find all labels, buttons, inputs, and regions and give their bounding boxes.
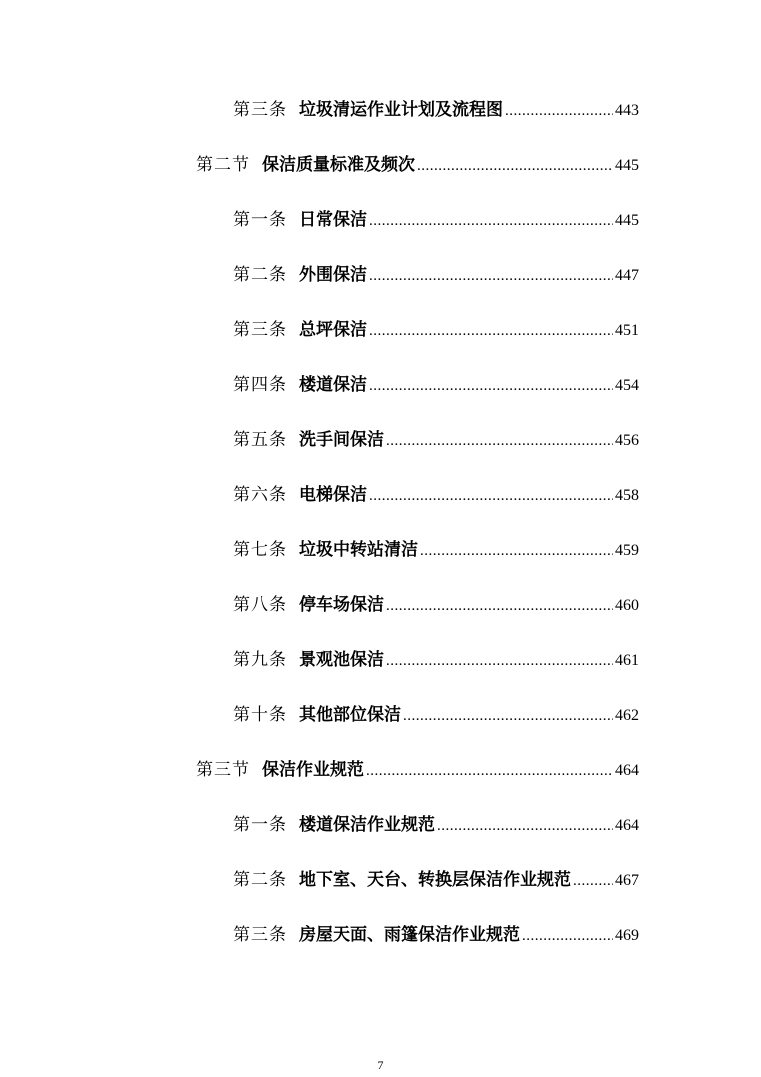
dot-leader xyxy=(437,814,613,838)
toc-entry-number: 第十条 xyxy=(233,705,287,725)
toc-entry-title: 楼道保洁作业规范 xyxy=(299,815,435,835)
toc-entry-title: 房屋天面、雨篷保洁作业规范 xyxy=(299,925,520,945)
toc-entry[interactable] xyxy=(233,868,639,892)
dot-leader xyxy=(386,429,613,453)
toc-entry-page: 461 xyxy=(615,652,639,669)
toc-entry-title: 垃圾清运作业计划及流程图 xyxy=(299,100,503,120)
toc-entry-page: 447 xyxy=(615,267,639,284)
page-number: 7 xyxy=(377,1058,384,1072)
dot-leader xyxy=(386,649,613,673)
toc-entry[interactable] xyxy=(233,923,639,947)
toc-entry-number: 第六条 xyxy=(233,485,287,505)
toc-entry-title: 洗手间保洁 xyxy=(299,430,384,450)
toc-entry-number: 第九条 xyxy=(233,650,287,670)
toc-entry-title: 外围保洁 xyxy=(299,265,367,285)
toc-entry-number: 第三条 xyxy=(233,925,287,945)
toc-entry-number: 第三条 xyxy=(233,100,287,120)
dot-leader xyxy=(403,704,613,728)
toc-entry[interactable] xyxy=(233,318,639,342)
toc-entry-title: 楼道保洁 xyxy=(299,375,367,395)
toc-entry-page: 460 xyxy=(615,597,639,614)
toc-entry-page: 458 xyxy=(615,487,639,504)
dot-leader xyxy=(369,374,613,398)
dot-leader xyxy=(366,759,613,783)
toc-entry-page: 445 xyxy=(615,157,639,174)
toc-entry[interactable] xyxy=(233,648,639,672)
toc-entry[interactable] xyxy=(196,758,639,782)
dot-leader xyxy=(505,99,613,123)
toc-entry-page: 469 xyxy=(615,927,639,944)
toc-entry[interactable] xyxy=(233,373,639,397)
toc-entry-title: 总坪保洁 xyxy=(299,320,367,340)
toc-entry[interactable] xyxy=(233,98,639,122)
toc-entry-title: 保洁作业规范 xyxy=(262,760,364,780)
toc-entry[interactable] xyxy=(233,703,639,727)
toc-entry[interactable] xyxy=(233,593,639,617)
toc-entry-number: 第二条 xyxy=(233,265,287,285)
dot-leader xyxy=(386,594,613,618)
toc-entry-number: 第一条 xyxy=(233,815,287,835)
toc-entry-page: 454 xyxy=(615,377,639,394)
dot-leader xyxy=(522,924,613,948)
toc-entry-number: 第四条 xyxy=(233,375,287,395)
toc-entry-title: 日常保洁 xyxy=(299,210,367,230)
toc-entry-title: 保洁质量标准及频次 xyxy=(262,155,415,175)
toc-entry-number: 第八条 xyxy=(233,595,287,615)
toc-entry-title: 景观池保洁 xyxy=(299,650,384,670)
toc-entry[interactable] xyxy=(233,208,639,232)
dot-leader xyxy=(369,484,613,508)
toc-entry-number: 第二条 xyxy=(233,870,287,890)
toc-entry-number: 第一条 xyxy=(233,210,287,230)
dot-leader xyxy=(369,264,613,288)
toc-entry-page: 451 xyxy=(615,322,639,339)
toc-entry[interactable] xyxy=(233,538,639,562)
dot-leader xyxy=(573,869,613,893)
toc-entry[interactable] xyxy=(233,483,639,507)
toc-entry-page: 443 xyxy=(615,102,639,119)
toc-entry[interactable] xyxy=(233,263,639,287)
toc-entry[interactable] xyxy=(233,428,639,452)
toc-entry-title: 地下室、天台、转换层保洁作业规范 xyxy=(299,870,571,890)
toc-entry-page: 459 xyxy=(615,542,639,559)
toc-entry-number: 第三条 xyxy=(233,320,287,340)
toc-entry-number: 第二节 xyxy=(196,155,250,175)
dot-leader xyxy=(420,539,613,563)
toc-entry-number: 第五条 xyxy=(233,430,287,450)
dot-leader xyxy=(369,209,613,233)
toc-entry-title: 垃圾中转站清洁 xyxy=(299,540,418,560)
toc-entry-page: 462 xyxy=(615,707,639,724)
toc-entry-page: 464 xyxy=(615,817,639,834)
dot-leader xyxy=(369,319,613,343)
toc-entry[interactable] xyxy=(196,153,639,177)
toc-entry-page: 456 xyxy=(615,432,639,449)
dot-leader xyxy=(417,154,613,178)
toc-entry-title: 停车场保洁 xyxy=(299,595,384,615)
toc-entry-number: 第三节 xyxy=(196,760,250,780)
toc-entry[interactable] xyxy=(233,813,639,837)
toc-entry-page: 467 xyxy=(615,872,639,889)
toc-entry-page: 464 xyxy=(615,762,639,779)
toc-entry-title: 电梯保洁 xyxy=(299,485,367,505)
toc-entry-title: 其他部位保洁 xyxy=(299,705,401,725)
toc-entry-page: 445 xyxy=(615,212,639,229)
toc-entry-number: 第七条 xyxy=(233,540,287,560)
